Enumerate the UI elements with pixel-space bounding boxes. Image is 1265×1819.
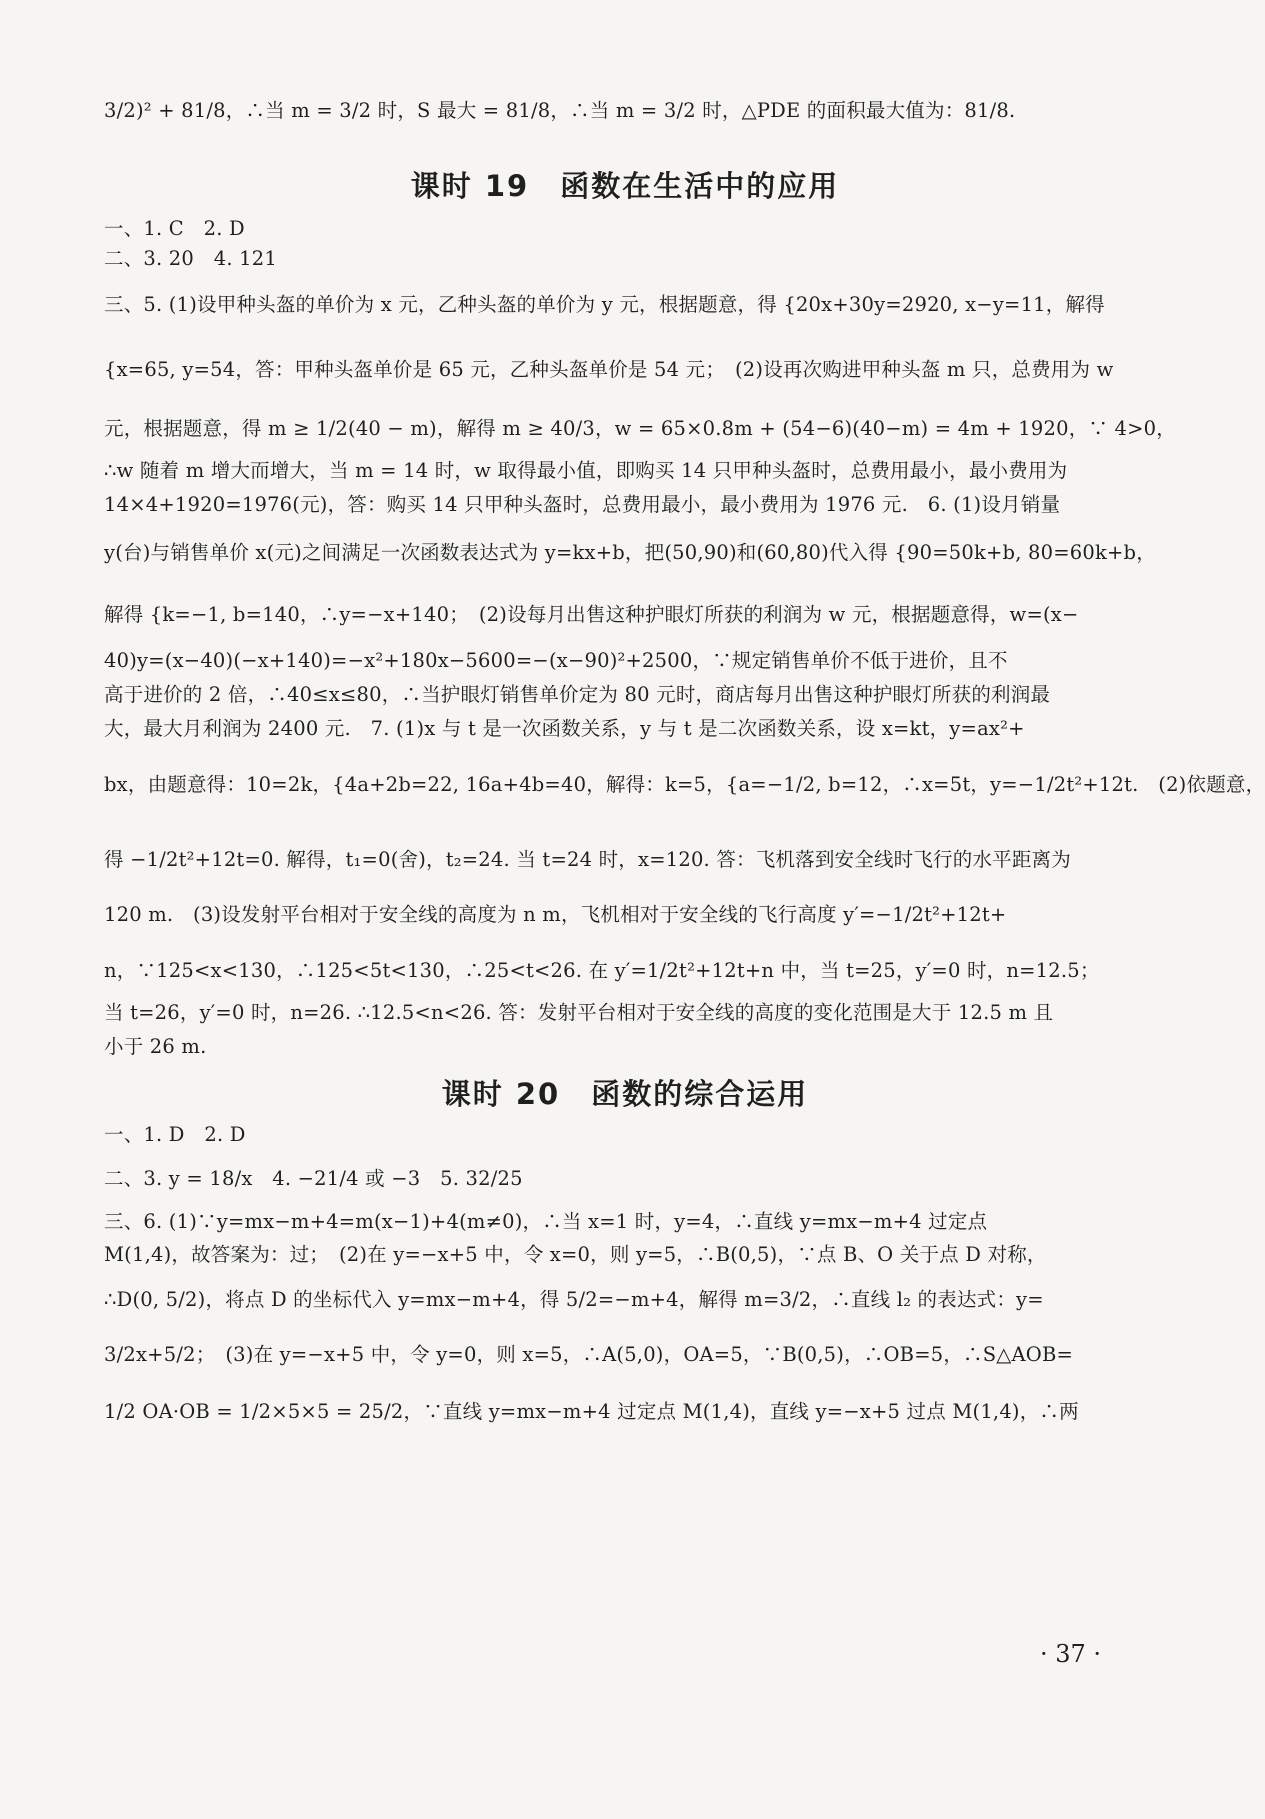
section-20-title: 课时 20 函数的综合运用 bbox=[441, 1077, 809, 1111]
section-19-title: 课时 19 函数在生活中的应用 bbox=[410, 169, 840, 203]
s19-line: 高于进价的 2 倍，∴40≤x≤80，∴当护眼灯销售单价定为 80 元时，商店每月出售这种护眼灯所获的利润最 bbox=[104, 683, 1051, 706]
s19-line: 解得 {k=−1, b=140，∴y=−x+140； (2)设每月出售这种护眼灯所获的利润为 w 元，根据题意得，w=(x− bbox=[104, 603, 1079, 626]
s19-line: y(台)与销售单价 x(元)之间满足一次函数表达式为 y=kx+b，把(50,90)和(60,80)代入得 {90=50k+b, 80=60k+b， bbox=[104, 541, 1156, 564]
s19-line: ∴w 随着 m 增大而增大，当 m = 14 时，w 取得最小值，即购买 14 只甲种头盔时，总费用最小，最小费用为 bbox=[104, 459, 1068, 482]
s20-line: 一、1. D 2. D bbox=[104, 1123, 246, 1146]
page-number: · 37 · bbox=[1040, 1640, 1102, 1668]
s19-line: 14×4+1920=1976(元)，答：购买 14 只甲种头盔时，总费用最小，最小费用为 1976 元. 6. (1)设月销量 bbox=[104, 493, 1061, 516]
s19-line: 三、5. (1)设甲种头盔的单价为 x 元，乙种头盔的单价为 y 元，根据题意，得 {20x+30y=2920, x−y=11，解得 bbox=[104, 293, 1105, 316]
s19-line: {x=65, y=54，答：甲种头盔单价是 65 元，乙种头盔单价是 54 元； (2)设再次购进甲种头盔 m 只，总费用为 w bbox=[104, 358, 1114, 381]
s20-line: 3/2x+5/2； (3)在 y=−x+5 中，令 y=0，则 x=5，∴A(5,0)，OA=5，∵B(0,5)，∴OB=5，∴S△AOB= bbox=[104, 1343, 1074, 1366]
s19-line: 大，最大月利润为 2400 元. 7. (1)x 与 t 是一次函数关系，y 与 t 是二次函数关系，设 x=kt，y=ax²+ bbox=[104, 717, 1025, 740]
s19-line: 120 m. (3)设发射平台相对于安全线的高度为 n m，飞机相对于安全线的飞行高度 y′=−1/2t²+12t+ bbox=[104, 903, 1007, 926]
s20-line: 1/2 OA·OB = 1/2×5×5 = 25/2，∵直线 y=mx−m+4 过定点 M(1,4)，直线 y=−x+5 过点 M(1,4)，∴两 bbox=[104, 1400, 1079, 1423]
s19-line: n，∵125<x<130，∴125<5t<130，∴25<t<26. 在 y′=1/2t²+12t+n 中，当 t=25，y′=0 时，n=12.5； bbox=[104, 959, 1100, 982]
s19-line: 二、3. 20 4. 121 bbox=[104, 247, 277, 270]
s20-line: ∴D(0, 5/2)，将点 D 的坐标代入 y=mx−m+4，得 5/2=−m+4，解得 m=3/2，∴直线 l₂ 的表达式：y= bbox=[104, 1288, 1044, 1311]
s19-line: 得 −1/2t²+12t=0. 解得，t₁=0(舍)，t₂=24. 当 t=24 时，x=120. 答：飞机落到安全线时飞行的水平距离为 bbox=[104, 848, 1071, 871]
s19-line: 当 t=26，y′=0 时，n=26. ∴12.5<n<26. 答：发射平台相对于安全线的高度的变化范围是大于 12.5 m 且 bbox=[104, 1001, 1054, 1024]
s20-line: M(1,4)，故答案为：过； (2)在 y=−x+5 中，令 x=0，则 y=5，∴B(0,5)，∵点 B、O 关于点 D 对称， bbox=[104, 1243, 1047, 1266]
s19-line: 一、1. C 2. D bbox=[104, 217, 245, 240]
s19-line: 元，根据题意，得 m ≥ 1/2(40 − m)，解得 m ≥ 40/3，w = 65×0.8m + (54−6)(40−m) = 4m + 1920，∵ 4>0， bbox=[104, 417, 1176, 440]
previous-section-tail: 3/2)² + 81/8，∴当 m = 3/2 时，S 最大 = 81/8，∴当 m = 3/2 时，△PDE 的面积最大值为：81/8. bbox=[104, 99, 1016, 122]
s19-line: 40)y=(x−40)(−x+140)=−x²+180x−5600=−(x−90)²+2500，∵规定销售单价不低于进价，且不 bbox=[104, 649, 1008, 672]
s19-line: 小于 26 m. bbox=[104, 1035, 207, 1058]
s19-line: bx，由题意得：10=2k，{4a+2b=22, 16a+4b=40，解得：k=5，{a=−1/2, b=12，∴x=5t，y=−1/2t²+12t. (2)依题意， bbox=[104, 773, 1265, 796]
s20-line: 二、3. y = 18/x 4. −21/4 或 −3 5. 32/25 bbox=[104, 1167, 523, 1190]
s20-line: 三、6. (1)∵y=mx−m+4=m(x−1)+4(m≠0)，∴当 x=1 时，y=4，∴直线 y=mx−m+4 过定点 bbox=[104, 1210, 988, 1233]
